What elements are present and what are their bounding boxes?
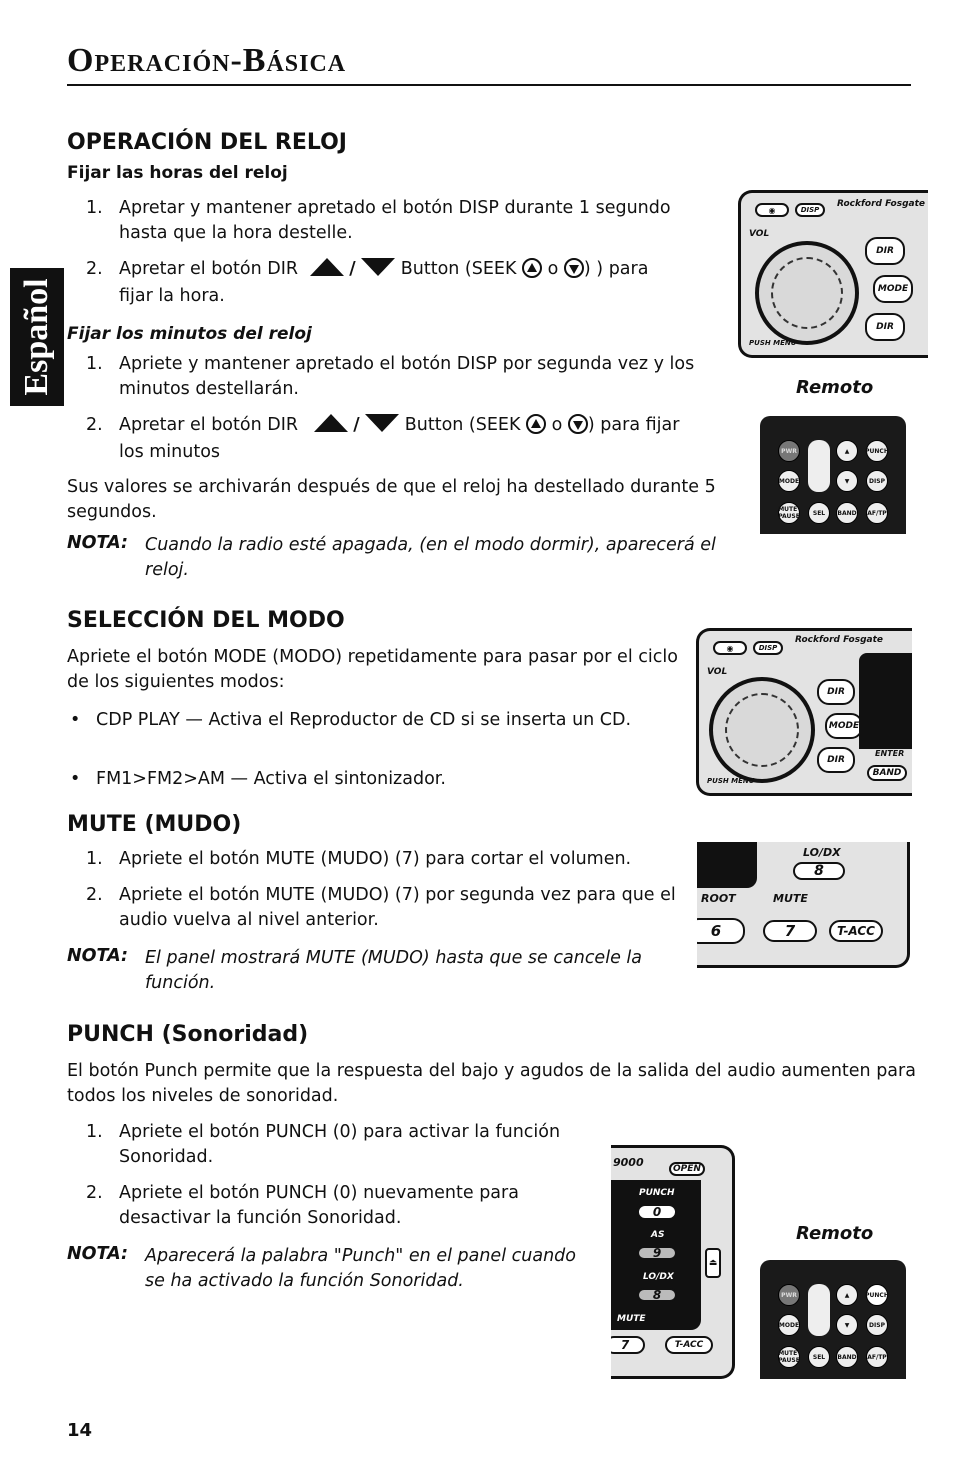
step-number: 1.: [86, 354, 103, 374]
lodx-label: LO/DX: [803, 846, 841, 859]
remote-punch-button: PUNCH: [866, 1284, 888, 1306]
vol-label: VOL: [707, 667, 728, 677]
push-menu-label: PUSH MENU: [707, 777, 755, 785]
eject-icon: ⏏: [705, 1248, 721, 1278]
volume-knob: [755, 241, 859, 345]
bullet: •: [70, 710, 81, 730]
dir-down-icon: [361, 258, 395, 276]
step-text: Apriete el botón PUNCH (0) nuevamente para desactivar la función Sonoridad.: [119, 1183, 519, 1228]
note-label: NOTA:: [67, 1244, 128, 1264]
page-title: Operación-Básica: [67, 42, 347, 79]
seek-down-icon: ▼: [836, 1314, 858, 1336]
seek-up-icon: ▲: [836, 1284, 858, 1306]
mode-button: MODE: [825, 713, 863, 739]
paragraph-saved: Sus valores se archivarán después de que el reloj ha destellado durante 5 segundos.: [67, 477, 716, 522]
step-text-part: Apretar el botón DIR: [119, 415, 299, 435]
bullet-text: FM1>FM2>AM — Activa el sintonizador.: [96, 769, 446, 789]
note-text: Cuando la radio esté apagada, (en el modo dormir), aparecerá el reloj.: [145, 535, 716, 580]
remote-band-button: BAND: [836, 1346, 858, 1368]
tacc-button: T-ACC: [665, 1336, 713, 1354]
key-6: 6: [697, 918, 745, 944]
mute-closeup-figure: [697, 842, 910, 968]
language-tab-label: Español: [18, 278, 55, 396]
step-text: Apriete el botón MUTE (MUDO) (7) por segunda vez para que el audio vuelva al nivel anterior.: [119, 885, 676, 930]
key-0-punch: 0: [637, 1204, 677, 1220]
root-label: ROOT: [701, 892, 736, 905]
remote-aftp-button: AF/TP: [866, 1346, 888, 1368]
step-text: Apriete el botón MUTE (MUDO) (7) para cortar el volumen.: [119, 849, 632, 869]
seek-up-icon: [522, 258, 542, 278]
step-number: 1.: [86, 849, 103, 869]
section-heading-punch: PUNCH (Sonoridad): [67, 1022, 309, 1047]
pwr-button: PWR: [778, 440, 800, 462]
step-number: 2.: [86, 1183, 103, 1203]
remote-disp-button: DISP: [866, 1314, 888, 1336]
step-text-part: Button (SEEK: [404, 415, 521, 435]
open-button: OPEN: [669, 1162, 705, 1176]
dir-down-button: DIR: [817, 747, 855, 773]
display-panel: [859, 653, 912, 749]
remote-aftp-button: AF/TP: [866, 502, 888, 524]
step-text-part: ) ) para: [583, 259, 649, 279]
step-text-part: Button (SEEK: [400, 259, 517, 279]
key-8: 8: [793, 862, 845, 880]
volume-knob: [709, 677, 815, 783]
step-number: 2.: [86, 885, 103, 905]
vol-label: VOL: [749, 229, 770, 239]
remote-sel-button: SEL: [808, 1346, 830, 1368]
seek-down-icon: [568, 414, 588, 434]
figure-caption-remote: Remoto: [796, 1223, 874, 1244]
step-text-cont: los minutos: [119, 442, 221, 462]
step-number: 2.: [86, 259, 103, 279]
as-label: AS: [651, 1230, 665, 1240]
punch-label: PUNCH: [639, 1188, 675, 1198]
remote-mode-button: MODE: [778, 470, 800, 492]
paragraph-punch: El botón Punch permite que la respuesta del bajo y agudos de la salida del audio aumenten para todos los niveles de sonoridad.: [67, 1061, 916, 1106]
remote-figure: [760, 416, 906, 534]
step-text: Apretar y mantener apretado el botón DISP durante 1 segundo hasta que la hora destelle.: [119, 198, 671, 243]
note-text: El panel mostrará MUTE (MUDO) hasta que se cancele la función.: [145, 948, 642, 993]
slash: /: [353, 415, 360, 435]
vol-rocker: [808, 1284, 830, 1336]
pwr-button: PWR: [778, 1284, 800, 1306]
seek-up-icon: [526, 414, 546, 434]
mute-label: MUTE: [617, 1314, 646, 1324]
brand-logo: Rockford Fosgate: [837, 199, 926, 209]
model-label: 9000: [613, 1156, 644, 1169]
step-number: 1.: [86, 198, 103, 218]
note-text: Aparecerá la palabra "Punch" en el panel cuando se ha activado la función Sonoridad.: [145, 1246, 576, 1291]
lodx-label: LO/DX: [643, 1272, 674, 1282]
seek-down-icon: ▼: [836, 470, 858, 492]
remote-band-button: BAND: [836, 502, 858, 524]
note-label: NOTA:: [67, 533, 128, 553]
dir-up-icon: [310, 258, 344, 276]
subheading-minutos: Fijar los minutos del reloj: [67, 324, 312, 344]
step-text-part: o: [551, 415, 563, 435]
step-text-dir: [119, 257, 739, 282]
step-number: 2.: [86, 415, 103, 435]
slash: /: [349, 259, 356, 279]
head-unit-mode-figure: [696, 628, 912, 796]
step-text-cont: fijar la hora.: [119, 286, 225, 306]
remote-disp-button: DISP: [866, 470, 888, 492]
bullet-text: CDP PLAY — Activa el Reproductor de CD si se inserta un CD.: [96, 710, 632, 730]
step-text-part: Apretar el botón DIR: [119, 259, 299, 279]
dir-up-button: DIR: [865, 237, 905, 265]
note-label: NOTA:: [67, 946, 128, 966]
power-icon: ◉: [713, 641, 747, 655]
remote-figure: [760, 1260, 906, 1379]
dir-up-button: DIR: [817, 679, 855, 705]
step-number: 1.: [86, 1122, 103, 1142]
punch-closeup-figure: [611, 1145, 735, 1379]
section-heading-reloj: OPERACIÓN DEL RELOJ: [67, 130, 347, 155]
language-tab: [10, 268, 64, 406]
push-menu-label: PUSH MENU: [749, 339, 797, 347]
dir-down-icon: [365, 414, 399, 432]
vol-rocker: [808, 440, 830, 492]
key-7: 7: [611, 1336, 645, 1354]
subheading-horas: Fijar las horas del reloj: [67, 163, 288, 183]
title-rule: [67, 84, 911, 86]
paragraph-modo: Apriete el botón MODE (MODO) repetidamente para pasar por el ciclo de los siguientes modos:: [67, 647, 678, 692]
brand-logo: Rockford Fosgate: [795, 635, 884, 645]
head-unit-figure: [738, 190, 928, 358]
section-heading-mute: MUTE (MUDO): [67, 812, 242, 837]
tacc-button: T-ACC: [829, 920, 883, 942]
remote-mode-button: MODE: [778, 1314, 800, 1336]
power-icon: ◉: [755, 203, 789, 217]
step-text-part: o: [547, 259, 559, 279]
mute-label: MUTE: [773, 892, 808, 905]
step-text: Apriete el botón PUNCH (0) para activar la función Sonoridad.: [119, 1122, 561, 1167]
dir-down-button: DIR: [865, 313, 905, 341]
step-text: Apriete y mantener apretado el botón DISP por segunda vez y los minutos destellarán.: [119, 354, 695, 399]
step-text-dir: [119, 413, 759, 438]
bullet: •: [70, 769, 81, 789]
key-9: 9: [637, 1246, 677, 1260]
disp-button: DISP: [795, 203, 825, 217]
figure-caption-remote: Remoto: [796, 377, 874, 398]
remote-punch-button: PUNCH: [866, 440, 888, 462]
step-text-part: ) para fijar: [587, 415, 680, 435]
key-8: 8: [637, 1288, 677, 1302]
mode-button: MODE: [873, 275, 913, 303]
page-number: 14: [67, 1420, 93, 1441]
dir-up-icon: [314, 414, 348, 432]
remote-mute-button: MUTE PAUSE: [778, 1346, 800, 1368]
section-heading-modo: SELECCIÓN DEL MODO: [67, 608, 345, 633]
seek-up-icon: ▲: [836, 440, 858, 462]
key-7-mute: 7: [763, 920, 817, 942]
seek-down-icon: [564, 258, 584, 278]
disp-button: DISP: [753, 641, 783, 655]
display-panel: [697, 842, 757, 888]
enter-label: ENTER: [875, 749, 905, 758]
band-button: BAND: [867, 765, 907, 781]
remote-mute-button: MUTE PAUSE: [778, 502, 800, 524]
remote-sel-button: SEL: [808, 502, 830, 524]
